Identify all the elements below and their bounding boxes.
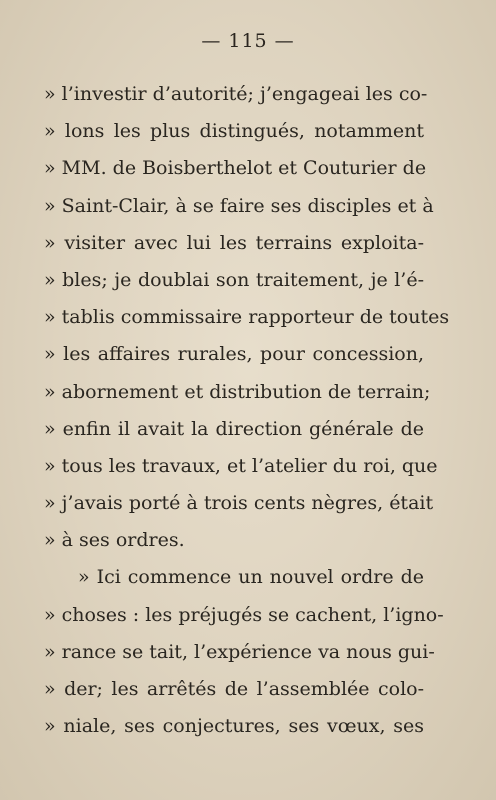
text-line: » rance se tait, l’expérience va nous gui-	[44, 640, 435, 663]
text-line: » Ici commence un nouvel ordre de	[78, 566, 424, 589]
text-line: » tablis commissaire rapporteur de toutes	[44, 306, 450, 329]
text-line: » j’avais porté à trois cents nègres, était	[44, 492, 434, 515]
text-line: » bles; je doublai son traitement, je l’é-	[44, 268, 424, 291]
text-line: » der; les arrêtés de l’assemblée colo-	[44, 678, 424, 700]
text-line: » Saint-Clair, à se faire ses disciples et à	[44, 194, 434, 217]
text-line: » les affaires rurales, pour concession,	[44, 343, 424, 366]
text-line: » abornement et distribution de terrain;	[44, 380, 431, 403]
text-line: » niale, ses conjectures, ses vœux, ses	[44, 715, 424, 738]
text-line: » choses : les préjugés se cachent, l’igno-	[44, 603, 444, 626]
text-line: » tous les travaux, et l’atelier du roi, que	[44, 454, 438, 477]
text-body	[44, 76, 450, 745]
text-line: » lons les plus distingués, notamment	[44, 120, 424, 143]
page-number: — 115 —	[201, 30, 295, 52]
text-line: » visiter avec lui les terrains exploita-	[44, 231, 424, 254]
text-line: » MM. de Boisberthelot et Couturier de	[44, 157, 427, 180]
text-line: » à ses ordres.	[44, 529, 185, 552]
text-line: » l’investir d’autorité; j’engageai les co-	[44, 83, 428, 105]
text-line: » enfin il avait la direction générale de	[44, 417, 424, 440]
